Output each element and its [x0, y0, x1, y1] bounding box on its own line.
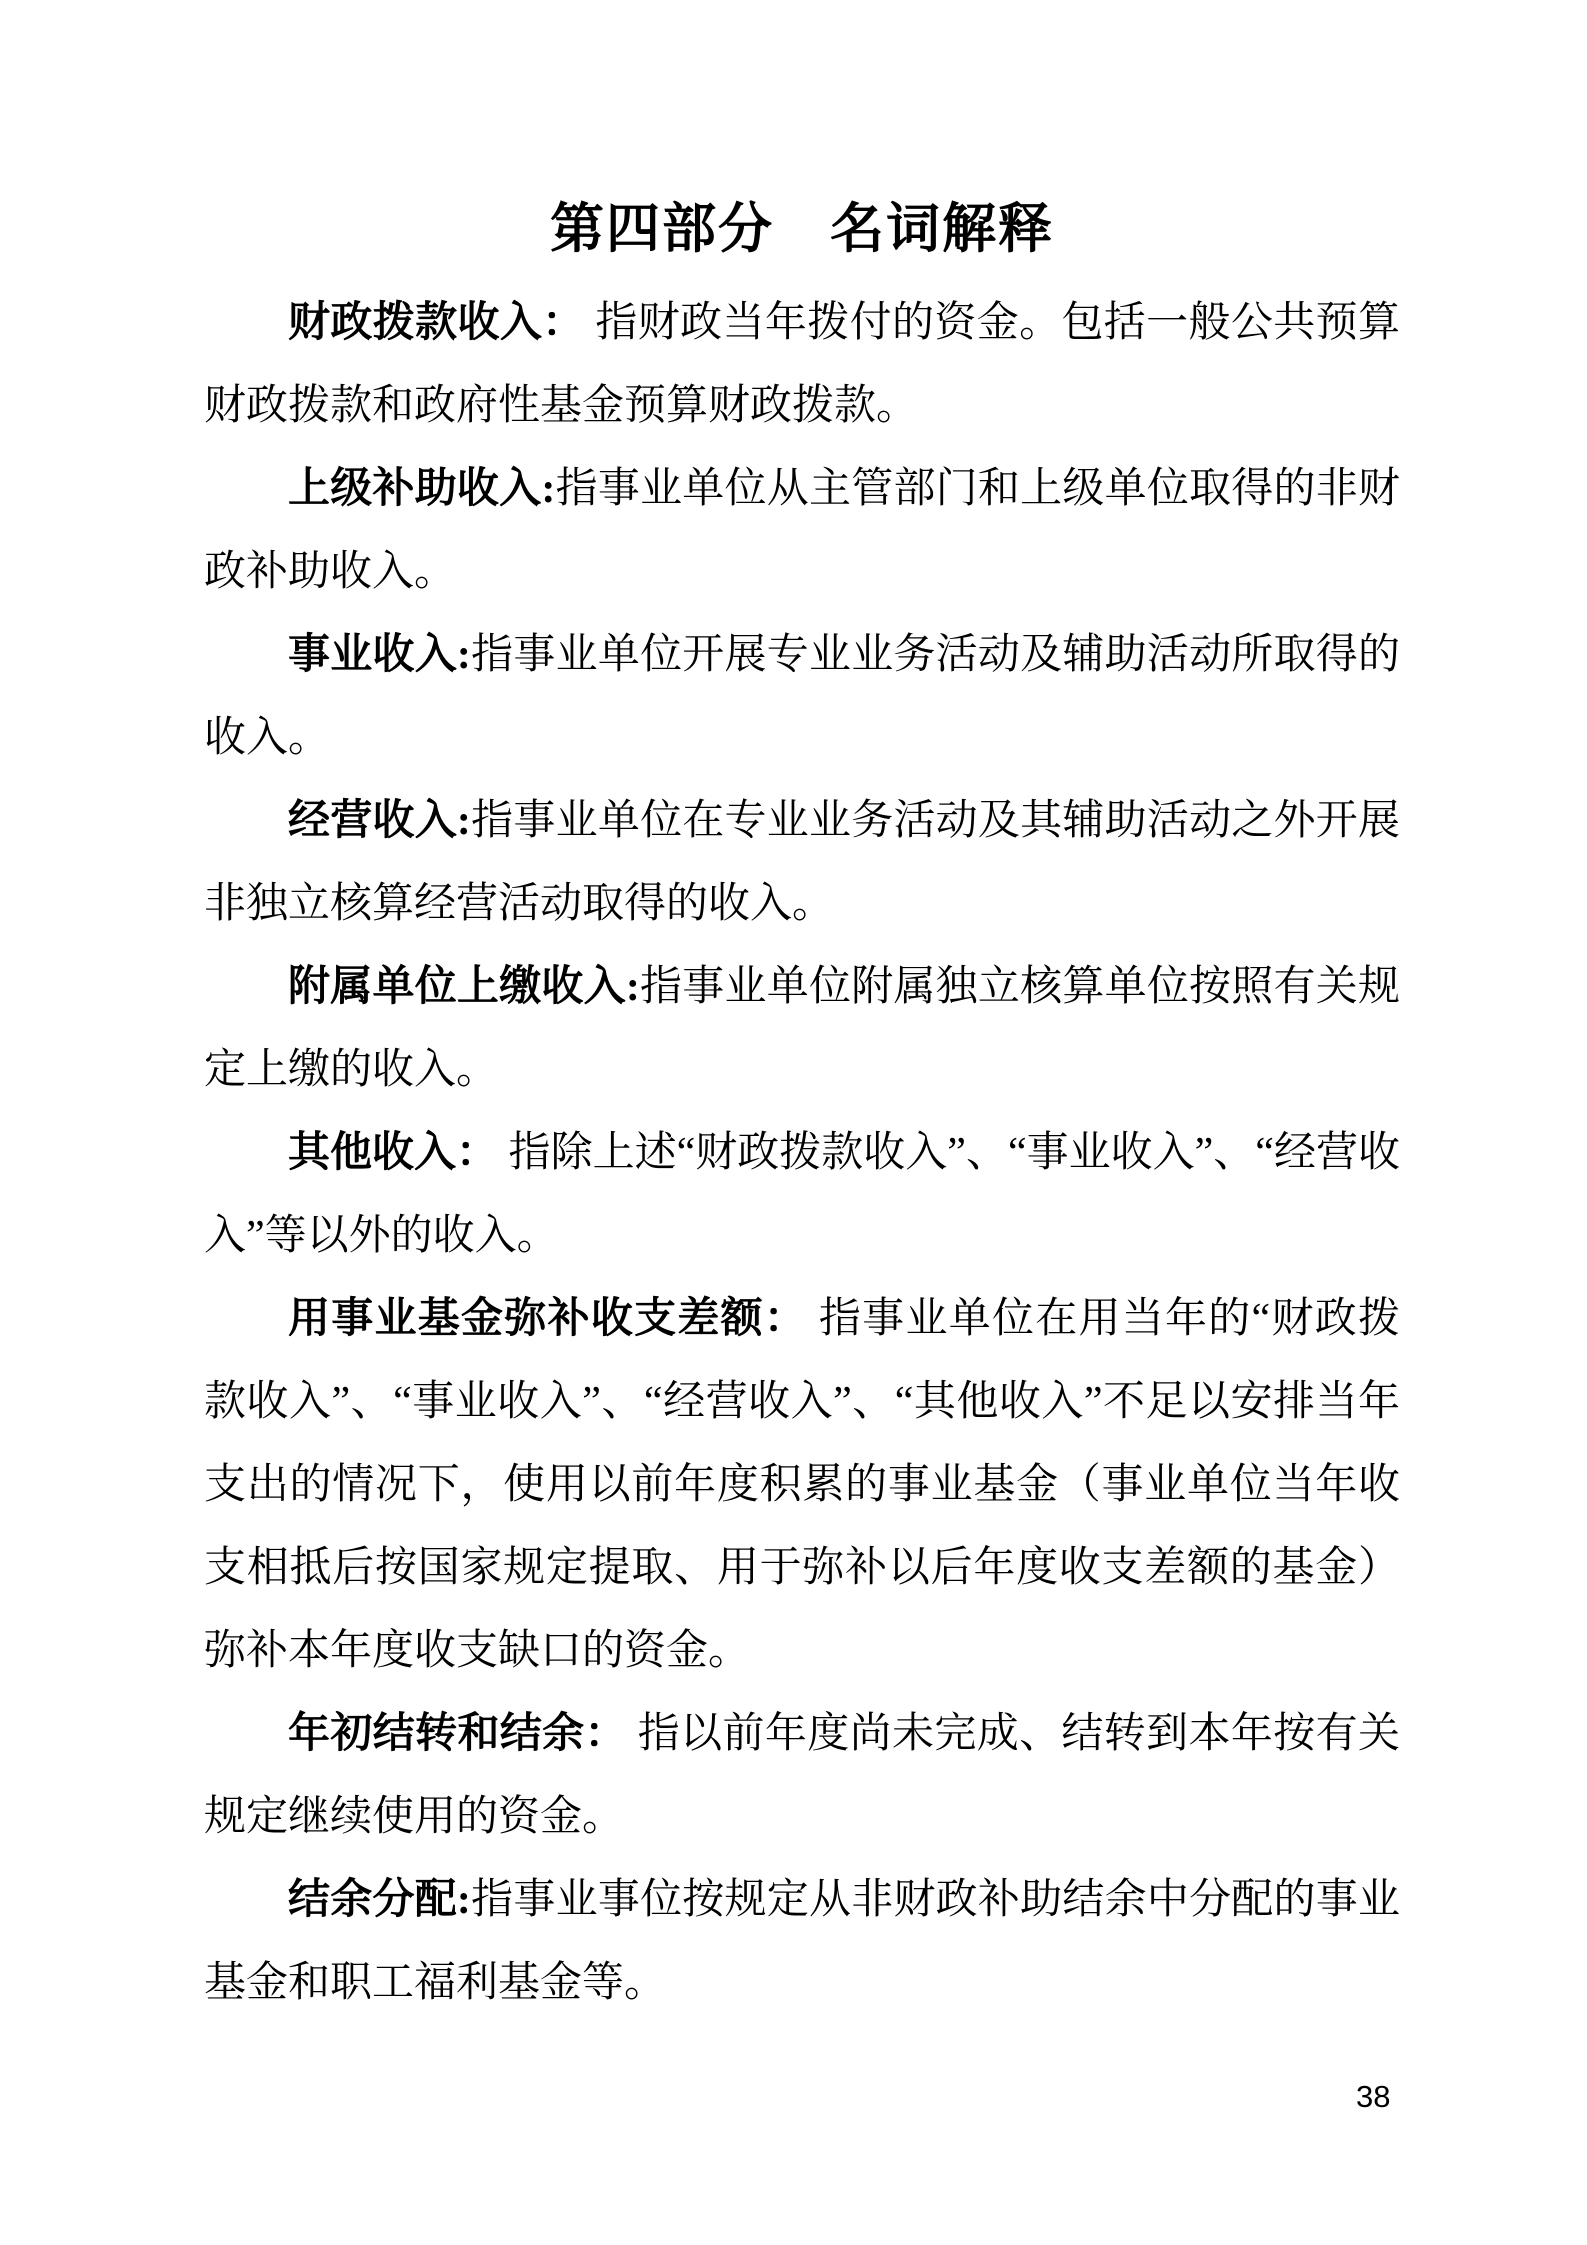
glossary-term: 事业收入: [288, 632, 471, 678]
glossary-definition: 指除上述“财政拨款收入”、“事业收入”、“经营收入”等以外的收入。 [204, 1130, 1400, 1259]
glossary-definition: 指财政当年拨付的资金。包括一般公共预算财政拨款和政府性基金预算财政拨款。 [204, 300, 1400, 429]
glossary-entry-shiye-shouru [204, 614, 1400, 780]
glossary-term: 财政拨款收入： [288, 300, 585, 346]
glossary-term: 附属单位上缴收入: [288, 964, 640, 1010]
glossary-term: 用事业基金弥补收支差额： [288, 1296, 808, 1342]
glossary-term: 上级补助收入: [288, 466, 556, 512]
glossary-term: 其他收入： [288, 1130, 499, 1176]
glossary-entry-fushu-danwei-shangjiao-shouru [204, 946, 1400, 1112]
page-title: 第四部分 名词解释 [550, 199, 1054, 259]
glossary-entry-caizheng-bokuan-shouru [204, 282, 1400, 448]
glossary-section [204, 282, 1400, 2025]
glossary-definition: 指事业单位在用当年的“财政拨款收入”、“事业收入”、“经营收入”、“其他收入”不足以安排当年支出的情况下，使用以前年度积累的事业基金（事业单位当年收支相抵后按国家规定提取、用于弥补以后年度收支差额的基金）弥补本年度收支缺口的资金。 [204, 1296, 1400, 1674]
glossary-term: 年初结转和结余： [288, 1711, 627, 1757]
glossary-term: 结余分配: [288, 1877, 471, 1923]
glossary-entry-jieyu-fenpei [204, 1859, 1400, 2025]
glossary-definition: 指以前年度尚未完成、结转到本年按有关规定继续使用的资金。 [204, 1711, 1400, 1840]
glossary-definition: 指事业单位在专业业务活动及其辅助活动之外开展非独立核算经营活动取得的收入。 [204, 798, 1400, 927]
glossary-definition: 指事业事位按规定从非财政补助结余中分配的事业基金和职工福利基金等。 [204, 1877, 1400, 2006]
glossary-entry-jingying-shouru [204, 780, 1400, 946]
glossary-entry-yong-shiye-jijin-mibu-shouzhi-chae [204, 1278, 1400, 1693]
page-number: 38 [1356, 2079, 1391, 2114]
glossary-definition: 指事业单位从主管部门和上级单位取得的非财政补助收入。 [204, 466, 1400, 595]
glossary-definition: 指事业单位开展专业业务活动及辅助活动所取得的收入。 [204, 632, 1400, 761]
glossary-definition: 指事业单位附属独立核算单位按照有关规定上缴的收入。 [204, 964, 1400, 1093]
glossary-entry-qita-shouru [204, 1112, 1400, 1278]
glossary-entry-shangji-buzhu-shouru [204, 448, 1400, 614]
glossary-entry-nianchu-jiezhuan-he-jieyu [204, 1693, 1400, 1859]
glossary-term: 经营收入: [288, 798, 471, 844]
